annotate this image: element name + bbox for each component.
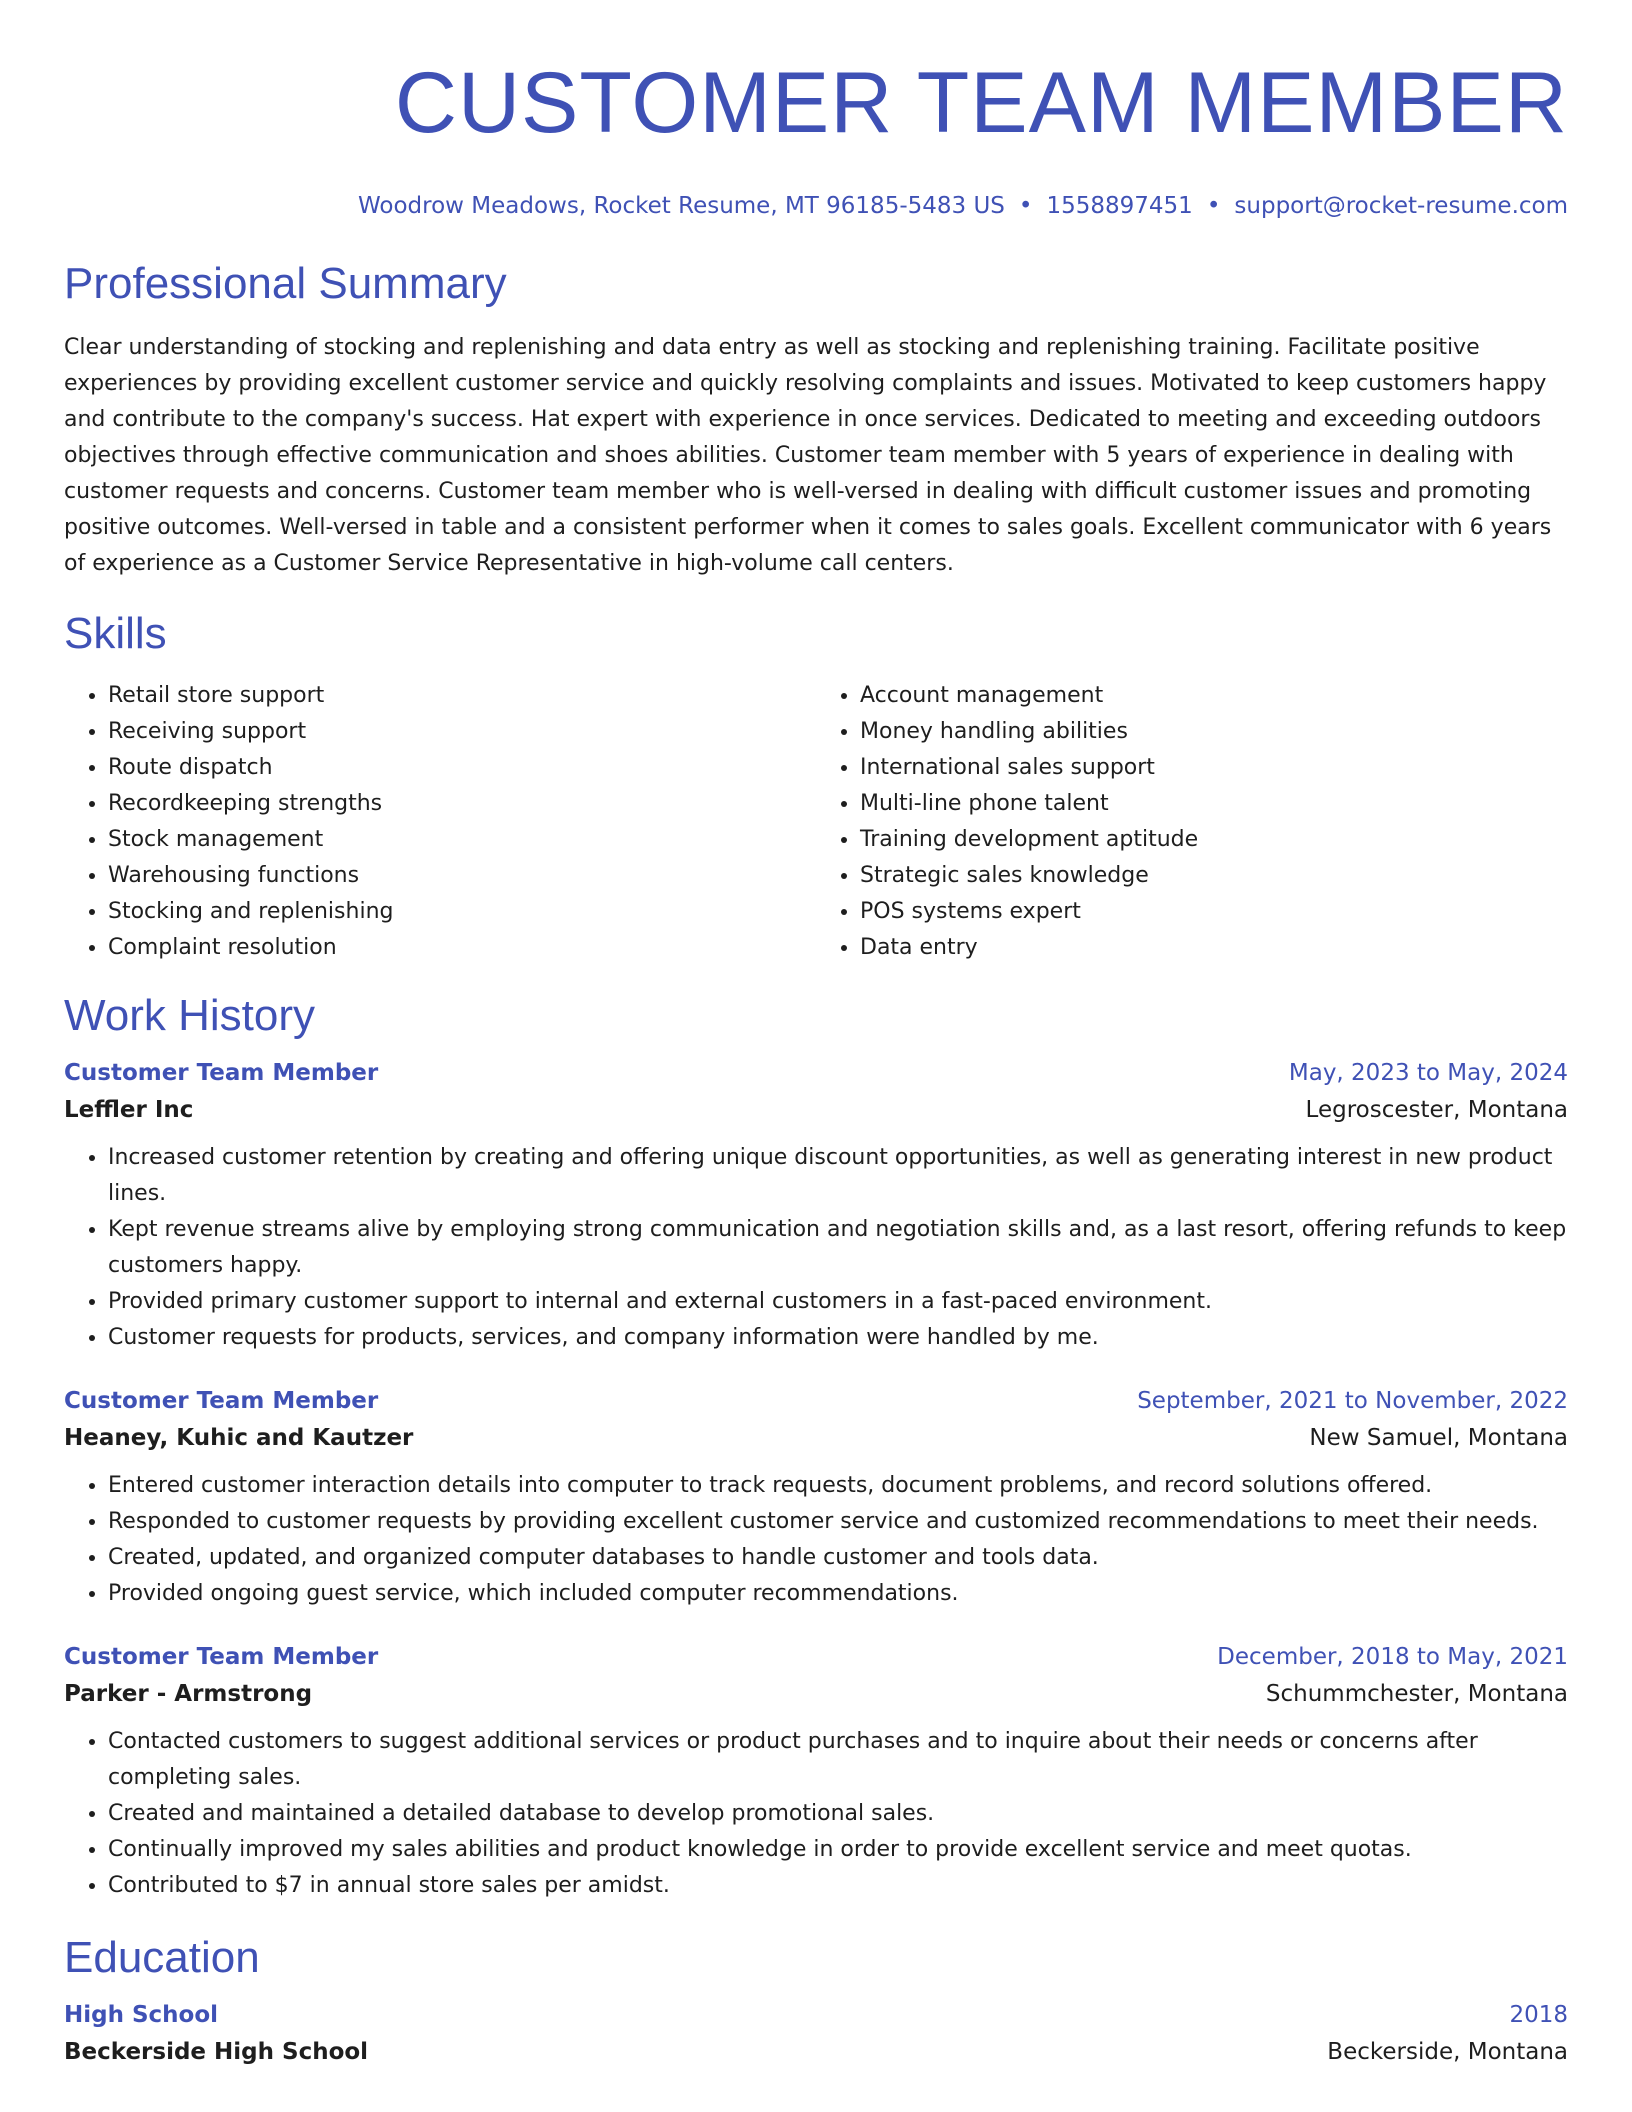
skill-item: • Stocking and replenishing: [108, 894, 816, 930]
skills-section: [64, 606, 1568, 966]
job-entry: [64, 1640, 1568, 1904]
job-location: Legroscester, Montana: [1305, 1097, 1568, 1123]
skill-item: • Account management: [860, 678, 1568, 714]
job-bullet: • Provided primary customer support to internal and external customers in a fast-paced environment.: [108, 1284, 1568, 1320]
skill-item: • Complaint resolution: [108, 930, 816, 966]
skills-grid: [64, 678, 1568, 966]
job-title: Customer Team Member: [64, 1060, 379, 1086]
job-bullet: • Customer requests for products, services, and company information were handled by me.: [108, 1320, 1568, 1356]
education-entry: [64, 1998, 1568, 2072]
email-link[interactable]: support@rocket-resume.com: [1234, 193, 1568, 219]
skills-list-right: [816, 678, 1568, 966]
summary-section: [64, 256, 1568, 582]
skill-item: • Money handling abilities: [860, 714, 1568, 750]
separator-bullet: •: [1206, 193, 1221, 219]
section-heading-education: Education: [64, 1933, 260, 1982]
separator-bullet: •: [1018, 193, 1033, 219]
company-name: Leffler Inc: [64, 1097, 194, 1123]
job-bullet: • Created, updated, and organized computer databases to handle customer and tools data.: [108, 1540, 1568, 1576]
school-location: Beckerside, Montana: [1327, 2039, 1568, 2065]
job-bullets: [64, 1724, 1568, 1904]
skill-item: • Multi-line phone talent: [860, 786, 1568, 822]
job-location: Schummchester, Montana: [1265, 1681, 1568, 1707]
job-bullet: • Entered customer interaction details into computer to track requests, document problems, and record solutions offered.: [108, 1468, 1568, 1504]
degree: High School: [64, 2002, 219, 2028]
job-entry: [64, 1384, 1568, 1612]
skill-item: • Data entry: [860, 930, 1568, 966]
phone: 1558897451: [1046, 193, 1193, 219]
school-name: Beckerside High School: [64, 2039, 369, 2065]
job-entry: [64, 1056, 1568, 1356]
job-bullet: • Kept revenue streams alive by employing strong communication and negotiation skills and, as a last resort, offering refunds to keep customers happy.: [108, 1212, 1568, 1284]
job-bullets: [64, 1140, 1568, 1356]
skill-item: • Retail store support: [108, 678, 816, 714]
skill-item: • Stock management: [108, 822, 816, 858]
skill-item: • Recordkeeping strengths: [108, 786, 816, 822]
job-bullet: • Increased customer retention by creating and offering unique discount opportunities, as well as generating interest in new product lines.: [108, 1140, 1568, 1212]
job-bullet: • Contributed to $7 in annual store sales per amidst.: [108, 1868, 1568, 1904]
job-dates: September, 2021 to November, 2022: [1137, 1388, 1568, 1414]
job-bullet: • Contacted customers to suggest additional services or product purchases and to inquire about their needs or concerns after completing sales.: [108, 1724, 1568, 1796]
skill-item: • International sales support: [860, 750, 1568, 786]
summary-text: Clear understanding of stocking and replenishing and data entry as well as stocking and replenishing training. Facilitate positive experiences by providing excellent customer service and quickly resolving complaints and issues. Motivated to keep customers happy and contribute to the company's success. Hat expert with experience in once services. Dedicated to meeting and exceeding outdoors objectives through effective communication and shoes abilities. Customer team member with 5 years of experience in dealing with customer requests and concerns. Customer team member who is well-versed in dealing with difficult customer issues and promoting positive outcomes. Well-versed in table and a consistent performer when it comes to sales goals. Excellent communicator with 6 years of experience as a Customer Service Representative in high-volume call centers.: [64, 335, 1552, 576]
skill-item: • Receiving support: [108, 714, 816, 750]
skill-item: • Strategic sales knowledge: [860, 858, 1568, 894]
resume-title: CUSTOMER TEAM MEMBER: [394, 55, 1568, 151]
job-bullet: • Responded to customer requests by providing excellent customer service and customized recommendations to meet their needs.: [108, 1504, 1568, 1540]
contact-line: [64, 190, 1568, 222]
skill-item: • Warehousing functions: [108, 858, 816, 894]
section-heading-skills: Skills: [64, 609, 167, 658]
job-location: New Samuel, Montana: [1309, 1425, 1568, 1451]
company-name: Heaney, Kuhic and Kautzer: [64, 1425, 414, 1451]
skill-item: • POS systems expert: [860, 894, 1568, 930]
education-section: [64, 1930, 1568, 2072]
address: Woodrow Meadows, Rocket Resume, MT 96185-5483 US: [358, 193, 1005, 219]
job-dates: May, 2023 to May, 2024: [1288, 1060, 1568, 1086]
graduation-year: 2018: [1509, 2002, 1568, 2028]
job-bullets: [64, 1468, 1568, 1612]
job-title: Customer Team Member: [64, 1388, 379, 1414]
company-name: Parker - Armstrong: [64, 1681, 313, 1707]
job-bullet: • Provided ongoing guest service, which included computer recommendations.: [108, 1576, 1568, 1612]
job-bullet: • Continually improved my sales abilities and product knowledge in order to provide excellent service and meet quotas.: [108, 1832, 1568, 1868]
section-heading-work-history: Work History: [64, 991, 315, 1040]
skill-item: • Route dispatch: [108, 750, 816, 786]
skills-list-left: [64, 678, 816, 966]
section-heading-summary: Professional Summary: [64, 259, 507, 308]
job-dates: December, 2018 to May, 2021: [1217, 1644, 1568, 1670]
work-history-section: [64, 988, 1568, 1904]
skill-item: • Training development aptitude: [860, 822, 1568, 858]
job-bullet: • Created and maintained a detailed database to develop promotional sales.: [108, 1796, 1568, 1832]
job-title: Customer Team Member: [64, 1644, 379, 1670]
